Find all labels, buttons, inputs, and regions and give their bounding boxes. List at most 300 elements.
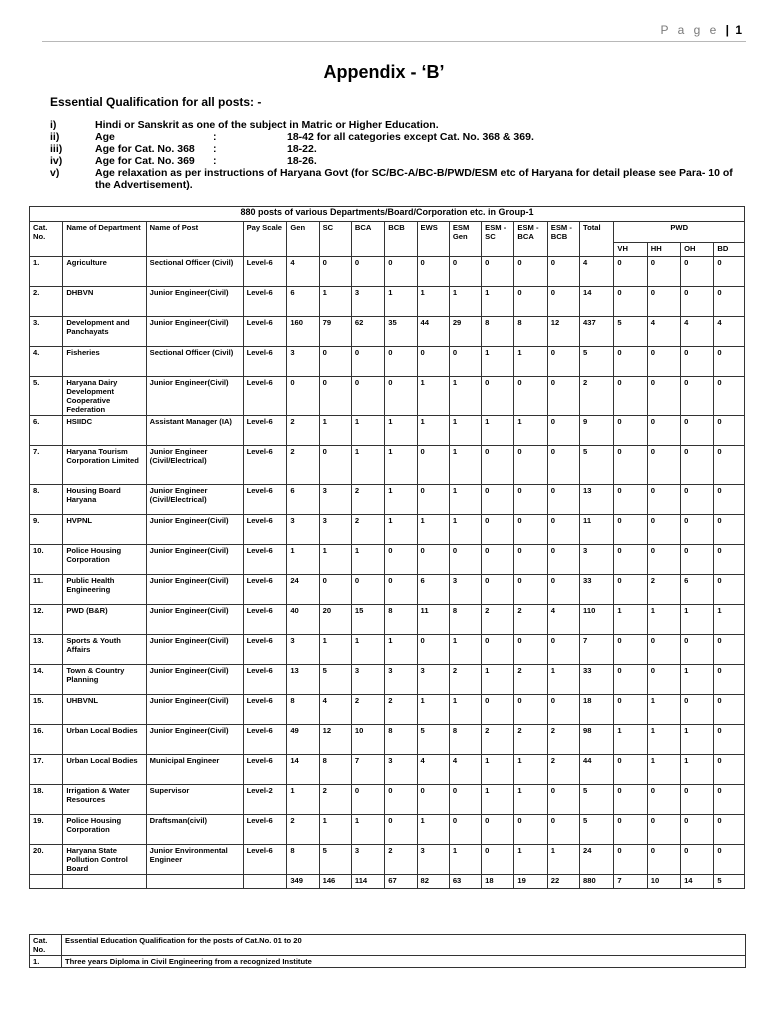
table-cell: 1	[287, 545, 319, 575]
table-cell: 1	[614, 605, 647, 635]
header-cell: ESM -BCA	[514, 222, 547, 257]
total-cell: 82	[417, 875, 449, 889]
table-cell: 0	[647, 257, 680, 287]
table-cell: 3	[351, 665, 384, 695]
table-cell: 0	[417, 446, 449, 485]
table-cell: 0	[714, 815, 745, 845]
table-cell: 1	[417, 815, 449, 845]
table-cell: 6.	[30, 416, 63, 446]
table-cell: 0	[614, 416, 647, 446]
table-cell: 0	[385, 785, 417, 815]
footer-header-text: Essential Education Qualification for the posts of Cat.No. 01 to 20	[62, 935, 746, 956]
table-cell: 0	[319, 257, 351, 287]
table-cell: 1	[449, 695, 481, 725]
table-cell: 1	[647, 605, 680, 635]
table-cell: 0	[714, 287, 745, 317]
table-cell: 0	[514, 575, 547, 605]
table-cell: 0	[547, 545, 579, 575]
table-cell: 0	[514, 287, 547, 317]
table-cell: 1	[482, 755, 514, 785]
table-cell: 0	[714, 785, 745, 815]
table-cell: 2	[482, 605, 514, 635]
table-cell: 2	[287, 416, 319, 446]
table-cell: 0	[681, 635, 714, 665]
table-cell: 0	[547, 287, 579, 317]
table-cell: 1	[482, 665, 514, 695]
table-cell: 0	[385, 545, 417, 575]
table-cell: 10	[351, 725, 384, 755]
table-cell: 1	[482, 785, 514, 815]
table-cell: Level-6	[243, 446, 287, 485]
table-cell: 0	[714, 755, 745, 785]
table-row	[30, 785, 745, 815]
table-cell: 20	[319, 605, 351, 635]
table-cell: 0	[482, 845, 514, 875]
header-cell: Name of Post	[146, 222, 243, 257]
table-cell: 0	[449, 257, 481, 287]
posts-table	[29, 206, 745, 889]
table-cell: 2	[580, 377, 614, 416]
table-cell: 13.	[30, 635, 63, 665]
table-cell: 24	[580, 845, 614, 875]
table-cell: Level-6	[243, 695, 287, 725]
table-cell: 3	[287, 347, 319, 377]
section-subheading: Essential Qualification for all posts: -	[50, 95, 262, 109]
table-cell: 0	[547, 446, 579, 485]
table-cell: 0	[514, 635, 547, 665]
table-cell: 1	[417, 515, 449, 545]
table-cell: 12.	[30, 605, 63, 635]
table-row	[30, 695, 745, 725]
table-cell: Supervisor	[146, 785, 243, 815]
total-cell: 19	[514, 875, 547, 889]
table-cell: 29	[449, 317, 481, 347]
table-cell: 0	[547, 377, 579, 416]
table-row	[30, 815, 745, 845]
table-cell: 3	[580, 545, 614, 575]
table-cell: 1	[647, 695, 680, 725]
total-cell: 22	[547, 875, 579, 889]
table-cell: 1	[482, 347, 514, 377]
table-cell: Level-6	[243, 257, 287, 287]
table-cell: 2	[287, 815, 319, 845]
table-cell: Junior Engineer(Civil)	[146, 695, 243, 725]
table-cell: 2	[351, 485, 384, 515]
table-cell: HSIIDC	[63, 416, 146, 446]
table-cell: Level-6	[243, 416, 287, 446]
table-cell: Level-6	[243, 545, 287, 575]
table-cell: 1	[417, 416, 449, 446]
table-cell: 2	[351, 695, 384, 725]
table-cell: 2	[449, 665, 481, 695]
table-cell: 7	[580, 635, 614, 665]
table-cell: 0	[714, 257, 745, 287]
table-cell: 4	[417, 755, 449, 785]
table-cell: 0	[681, 845, 714, 875]
table-cell: 1	[714, 605, 745, 635]
table-cell: Level-6	[243, 485, 287, 515]
table-cell: 24	[287, 575, 319, 605]
totals-empty-cell	[243, 875, 287, 889]
total-cell: 67	[385, 875, 417, 889]
table-cell: 15	[351, 605, 384, 635]
table-cell: Junior Engineer(Civil)	[146, 287, 243, 317]
header-cell: Total	[580, 222, 614, 257]
header-rule	[42, 41, 746, 42]
table-cell: 35	[385, 317, 417, 347]
table-cell: 5	[319, 665, 351, 695]
table-cell: 1	[319, 287, 351, 317]
table-row	[30, 635, 745, 665]
table-cell: 3	[319, 485, 351, 515]
table-cell: 4	[647, 317, 680, 347]
footer-row-num: 1.	[30, 956, 62, 968]
header-cell: Pay Scale	[243, 222, 287, 257]
table-cell: 0	[547, 635, 579, 665]
table-cell: Irrigation & Water Resources	[63, 785, 146, 815]
table-row	[30, 377, 745, 416]
table-cell: Level-6	[243, 665, 287, 695]
table-cell: 0	[647, 377, 680, 416]
table-cell: 1	[351, 446, 384, 485]
table-cell: 0	[417, 485, 449, 515]
table-cell: 15.	[30, 695, 63, 725]
table-cell: 1	[681, 665, 714, 695]
table-cell: Junior Engineer(Civil)	[146, 665, 243, 695]
table-cell: 0	[417, 635, 449, 665]
table-cell: 0	[287, 377, 319, 416]
table-cell: 0	[482, 635, 514, 665]
table-cell: 0	[547, 347, 579, 377]
table-cell: Junior Engineer(Civil)	[146, 545, 243, 575]
table-cell: 0	[482, 485, 514, 515]
page-title: Appendix - ‘B’	[323, 62, 445, 82]
table-cell: 2	[647, 575, 680, 605]
table-cell: 0	[514, 485, 547, 515]
table-cell: 0	[514, 515, 547, 545]
table-cell: 4	[287, 257, 319, 287]
header-cell-hh: HH	[647, 243, 680, 257]
table-cell: 0	[482, 545, 514, 575]
table-cell: 0	[351, 257, 384, 287]
table-cell: Level-6	[243, 725, 287, 755]
table-cell: 0	[319, 446, 351, 485]
table-cell: 0	[614, 287, 647, 317]
table-cell: 1	[681, 725, 714, 755]
table-cell: 2	[547, 755, 579, 785]
table-cell: PWD (B&R)	[63, 605, 146, 635]
education-qualification-table	[29, 934, 746, 968]
table-cell: 4	[681, 317, 714, 347]
total-cell: 63	[449, 875, 481, 889]
table-cell: 3	[351, 845, 384, 875]
table-cell: 0	[449, 785, 481, 815]
table-cell: 1	[417, 377, 449, 416]
table-cell: 20.	[30, 845, 63, 875]
table-row	[30, 575, 745, 605]
table-cell: 8	[449, 605, 481, 635]
table-cell: Sports & Youth Affairs	[63, 635, 146, 665]
table-row	[30, 725, 745, 755]
table-cell: 0	[714, 725, 745, 755]
table-cell: 79	[319, 317, 351, 347]
table-cell: 0	[547, 257, 579, 287]
table-cell: 0	[385, 257, 417, 287]
table-cell: 33	[580, 575, 614, 605]
table-cell: 0	[681, 485, 714, 515]
total-cell: 14	[681, 875, 714, 889]
table-cell: 1	[351, 416, 384, 446]
table-cell: 1	[351, 635, 384, 665]
table-cell: 0	[614, 545, 647, 575]
table-cell: 13	[287, 665, 319, 695]
page-number: P a g e | 1	[660, 23, 742, 37]
table-cell: 0	[681, 377, 714, 416]
table-cell: 1.	[30, 257, 63, 287]
table-cell: 0	[614, 515, 647, 545]
table-cell: 17.	[30, 755, 63, 785]
table-cell: 0	[681, 545, 714, 575]
table-cell: 62	[351, 317, 384, 347]
qualification-item: v) Age relaxation as per instructions of Haryana Govt (for SC/BC-A/BC-B/PWD/ESM etc of Haryana for detail please see Para- 10 of the Advertisement).	[50, 167, 733, 191]
table-cell: 7.	[30, 446, 63, 485]
table-cell: 12	[319, 725, 351, 755]
table-cell: 1	[482, 287, 514, 317]
table-row	[30, 317, 745, 347]
table-cell: Junior Engineer(Civil)	[146, 377, 243, 416]
table-row	[30, 545, 745, 575]
table-cell: 0	[614, 347, 647, 377]
table-cell: Level-6	[243, 377, 287, 416]
table-cell: 1	[681, 605, 714, 635]
table-cell: Haryana State Pollution Control Board	[63, 845, 146, 875]
total-cell: 5	[714, 875, 745, 889]
table-cell: 0	[714, 545, 745, 575]
table-cell: 1	[385, 635, 417, 665]
table-cell: Level-6	[243, 605, 287, 635]
table-cell: Junior Environmental Engineer	[146, 845, 243, 875]
table-cell: 0	[714, 635, 745, 665]
table-cell: Housing Board Haryana	[63, 485, 146, 515]
header-cell: EWS	[417, 222, 449, 257]
table-cell: 437	[580, 317, 614, 347]
header-cell: BCB	[385, 222, 417, 257]
table-cell: Urban Local Bodies	[63, 755, 146, 785]
table-cell: HVPNL	[63, 515, 146, 545]
header-cell: ESM -SC	[482, 222, 514, 257]
table-cell: 5	[614, 317, 647, 347]
table-cell: Level-6	[243, 845, 287, 875]
table-cell: 0	[647, 446, 680, 485]
table-cell: 1	[319, 545, 351, 575]
table-cell: 0	[514, 377, 547, 416]
table-cell: Level-6	[243, 347, 287, 377]
table-cell: 0	[681, 287, 714, 317]
table-cell: 0	[714, 665, 745, 695]
table-row	[30, 347, 745, 377]
table-cell: 0	[482, 257, 514, 287]
table-cell: 3	[319, 515, 351, 545]
table-cell: 1	[449, 446, 481, 485]
table-cell: 1	[681, 755, 714, 785]
total-cell: 10	[647, 875, 680, 889]
table-cell: 0	[647, 515, 680, 545]
table-cell: 3	[417, 845, 449, 875]
table-cell: 0	[319, 347, 351, 377]
table-cell: 0	[614, 257, 647, 287]
footer-header-cat: Cat. No.	[30, 935, 62, 956]
table-cell: Assistant Manager (IA)	[146, 416, 243, 446]
header-cell-bd: BD	[714, 243, 745, 257]
table-cell: 98	[580, 725, 614, 755]
table-cell: 0	[614, 485, 647, 515]
table-cell: 1	[614, 725, 647, 755]
table-cell: Level-2	[243, 785, 287, 815]
table-row	[30, 755, 745, 785]
table-cell: 0	[647, 845, 680, 875]
table-cell: 0	[449, 347, 481, 377]
header-cell: SC	[319, 222, 351, 257]
table-cell: 1	[449, 515, 481, 545]
totals-empty-cell	[146, 875, 243, 889]
table-cell: 8	[319, 755, 351, 785]
table-cell: 0	[647, 416, 680, 446]
table-cell: 9	[580, 416, 614, 446]
table-cell: Junior Engineer(Civil)	[146, 635, 243, 665]
header-cell: Cat. No.	[30, 222, 63, 257]
table-cell: Junior Engineer(Civil)	[146, 605, 243, 635]
table-cell: 5	[580, 446, 614, 485]
table-cell: 0	[614, 845, 647, 875]
table-cell: 0	[482, 695, 514, 725]
table-cell: 7	[351, 755, 384, 785]
table-cell: Development and Panchayats	[63, 317, 146, 347]
table-cell: 4	[547, 605, 579, 635]
qualification-item: ii) Age : 18-42 for all categories except Cat. No. 368 & 369.	[50, 131, 534, 143]
table-cell: Junior Engineer (Civil/Electrical)	[146, 446, 243, 485]
header-cell: Gen	[287, 222, 319, 257]
table-cell: 4	[580, 257, 614, 287]
total-cell: 114	[351, 875, 384, 889]
table-cell: Police Housing Corporation	[63, 815, 146, 845]
table-cell: 11	[417, 605, 449, 635]
table-cell: 6	[681, 575, 714, 605]
table-cell: 0	[385, 575, 417, 605]
table-cell: 8	[287, 695, 319, 725]
table-cell: 2	[319, 785, 351, 815]
table-cell: 0	[714, 485, 745, 515]
table-row	[30, 515, 745, 545]
table-cell: 1	[385, 287, 417, 317]
table-cell: 11	[580, 515, 614, 545]
table-cell: 0	[714, 845, 745, 875]
table-cell: 1	[287, 785, 319, 815]
header-cell-oh: OH	[681, 243, 714, 257]
table-cell: 0	[547, 515, 579, 545]
table-cell: 0	[714, 416, 745, 446]
table-cell: 0	[714, 575, 745, 605]
table-cell: 8.	[30, 485, 63, 515]
table-row	[30, 257, 745, 287]
table-cell: 2	[385, 845, 417, 875]
table-row	[30, 485, 745, 515]
table-row	[30, 446, 745, 485]
table-cell: 0	[714, 377, 745, 416]
table-cell: 110	[580, 605, 614, 635]
table-cell: 3	[385, 755, 417, 785]
table-cell: 5	[580, 347, 614, 377]
table-cell: 44	[580, 755, 614, 785]
table-cell: Level-6	[243, 755, 287, 785]
table-cell: Draftsman(civil)	[146, 815, 243, 845]
totals-row	[30, 875, 745, 889]
table-cell: 2	[385, 695, 417, 725]
table-row	[30, 605, 745, 635]
qualification-item: i) Hindi or Sanskrit as one of the subject in Matric or Higher Education.	[50, 119, 439, 131]
table-cell: 0	[417, 347, 449, 377]
header-cell-vh: VH	[614, 243, 647, 257]
table-cell: 18.	[30, 785, 63, 815]
table-title-row	[30, 207, 745, 222]
table-cell: 33	[580, 665, 614, 695]
table-cell: 0	[614, 665, 647, 695]
table-cell: 0	[482, 377, 514, 416]
table-cell: 8	[287, 845, 319, 875]
table-cell: 0	[681, 446, 714, 485]
table-cell: Level-6	[243, 575, 287, 605]
qualification-item: iii) Age for Cat. No. 368 : 18-22.	[50, 143, 317, 155]
table-cell: 19.	[30, 815, 63, 845]
table-cell: 1	[449, 485, 481, 515]
table-cell: 0	[482, 446, 514, 485]
table-cell: 3	[449, 575, 481, 605]
table-cell: 8	[449, 725, 481, 755]
table-cell: 0	[681, 347, 714, 377]
table-cell: 0	[385, 347, 417, 377]
table-cell: 1	[385, 485, 417, 515]
table-cell: 1	[514, 347, 547, 377]
table-cell: 0	[714, 515, 745, 545]
table-cell: 3	[287, 515, 319, 545]
table-cell: 0	[647, 287, 680, 317]
table-cell: 0	[547, 785, 579, 815]
table-cell: Agriculture	[63, 257, 146, 287]
totals-empty-cell	[63, 875, 146, 889]
table-cell: 0	[647, 545, 680, 575]
table-cell: 0	[514, 815, 547, 845]
table-cell: 11.	[30, 575, 63, 605]
table-cell: Level-6	[243, 815, 287, 845]
table-cell: Sectional Officer (Civil)	[146, 257, 243, 287]
table-row	[30, 845, 745, 875]
table-cell: 40	[287, 605, 319, 635]
table-cell: 0	[547, 575, 579, 605]
table-cell: 0	[482, 815, 514, 845]
table-cell: 5	[580, 785, 614, 815]
table-cell: DHBVN	[63, 287, 146, 317]
table-cell: UHBVNL	[63, 695, 146, 725]
table-cell: 5	[319, 845, 351, 875]
table-row	[30, 665, 745, 695]
table-cell: 0	[482, 575, 514, 605]
table-cell: 1	[449, 635, 481, 665]
table-cell: Junior Engineer(Civil)	[146, 317, 243, 347]
footer-row-text: Three years Diploma in Civil Engineering from a recognized Institute	[62, 956, 746, 968]
table-cell: 0	[547, 485, 579, 515]
table-cell: 14.	[30, 665, 63, 695]
table-cell: 3	[351, 287, 384, 317]
table-cell: 0	[614, 446, 647, 485]
